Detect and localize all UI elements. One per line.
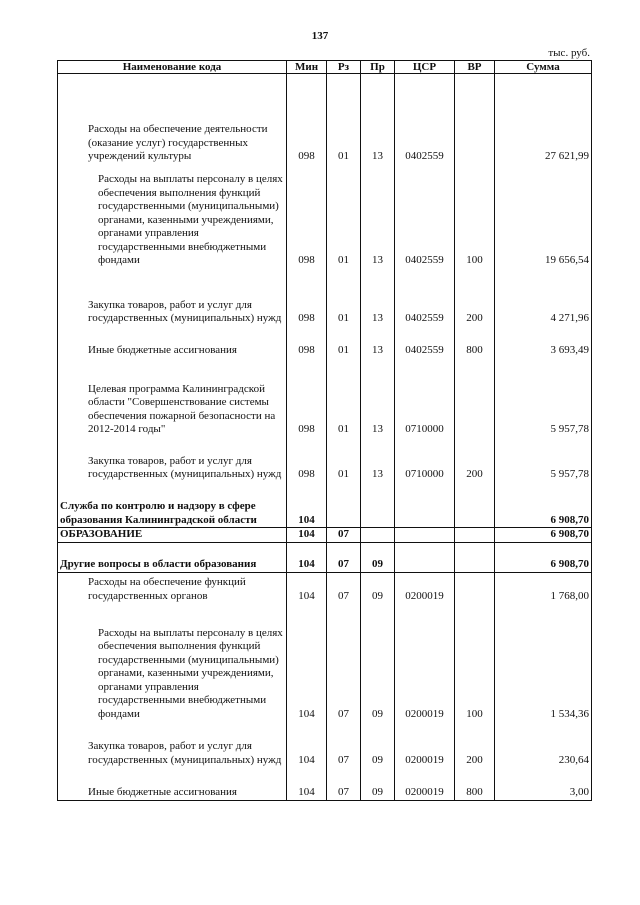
row-name: ОБРАЗОВАНИЕ [58, 528, 287, 543]
row-min: 104 [287, 482, 327, 528]
table-row [58, 528, 592, 543]
row-min: 098 [287, 358, 327, 437]
row-name: Расходы на обеспечение деятельности (оказание услуг) государственных учреждений культуры [58, 74, 287, 164]
page-number: 137 [311, 30, 329, 42]
row-sum: 27 621,99 [495, 74, 592, 164]
table-row [58, 542, 592, 572]
row-name: Иные бюджетные ассигнования [58, 326, 287, 358]
table-row [58, 437, 592, 482]
header-name: Наименование кода [58, 61, 287, 74]
header-sum: Сумма [495, 61, 592, 74]
row-vr [455, 482, 495, 528]
row-name: Иные бюджетные ассигнования [58, 767, 287, 800]
table-row [58, 721, 592, 767]
row-vr [455, 572, 495, 603]
row-pr: 09 [361, 603, 395, 721]
row-sum: 4 271,96 [495, 268, 592, 326]
row-pr: 09 [361, 721, 395, 767]
row-vr [455, 542, 495, 572]
row-sum: 3,00 [495, 767, 592, 800]
row-vr: 200 [455, 721, 495, 767]
row-min: 104 [287, 528, 327, 543]
row-rz: 01 [327, 74, 361, 164]
row-name: Закупка товаров, работ и услуг для государственных (муниципальных) нужд [58, 268, 287, 326]
row-min: 104 [287, 721, 327, 767]
header-vr: ВР [455, 61, 495, 74]
row-min: 098 [287, 74, 327, 164]
header-min: Мин [287, 61, 327, 74]
row-rz: 07 [327, 721, 361, 767]
table-row [58, 326, 592, 358]
row-name: Расходы на обеспечение функций государственных органов [58, 572, 287, 603]
budget-table [57, 60, 592, 801]
row-csr [395, 482, 455, 528]
row-sum: 5 957,78 [495, 437, 592, 482]
table-row [58, 767, 592, 800]
table-row [58, 482, 592, 528]
row-pr: 09 [361, 767, 395, 800]
row-sum: 230,64 [495, 721, 592, 767]
row-min: 098 [287, 437, 327, 482]
row-vr: 200 [455, 268, 495, 326]
table-row [58, 268, 592, 326]
row-rz: 01 [327, 326, 361, 358]
table-row [58, 164, 592, 268]
row-sum: 6 908,70 [495, 528, 592, 543]
row-csr [395, 542, 455, 572]
row-csr: 0710000 [395, 437, 455, 482]
row-csr: 0402559 [395, 164, 455, 268]
row-csr: 0200019 [395, 572, 455, 603]
row-pr [361, 528, 395, 543]
row-min: 104 [287, 542, 327, 572]
row-vr: 800 [455, 326, 495, 358]
row-sum: 6 908,70 [495, 482, 592, 528]
row-sum: 19 656,54 [495, 164, 592, 268]
row-pr: 13 [361, 74, 395, 164]
header-rz: Рз [327, 61, 361, 74]
row-vr [455, 358, 495, 437]
row-min: 104 [287, 572, 327, 603]
row-rz: 07 [327, 572, 361, 603]
table-row [58, 603, 592, 721]
row-pr: 13 [361, 437, 395, 482]
row-csr: 0200019 [395, 767, 455, 800]
row-name: Расходы на выплаты персоналу в целях обеспечения выполнения функций государственными (муниципальными) органами, казенными учреждениями, органами управления государственными внебюджетными фондами [58, 603, 287, 721]
row-pr: 09 [361, 572, 395, 603]
row-pr: 13 [361, 268, 395, 326]
table-row [58, 358, 592, 437]
row-sum: 3 693,49 [495, 326, 592, 358]
table-header-row [58, 61, 592, 74]
row-min: 104 [287, 603, 327, 721]
row-vr: 100 [455, 603, 495, 721]
row-rz [327, 482, 361, 528]
row-csr: 0200019 [395, 721, 455, 767]
row-name: Целевая программа Калининградской области "Совершенствование системы обеспечения пожарной безопасности на 2012-2014 годы" [58, 358, 287, 437]
row-min: 098 [287, 268, 327, 326]
row-csr [395, 528, 455, 543]
row-sum: 1 768,00 [495, 572, 592, 603]
row-rz: 01 [327, 358, 361, 437]
row-rz: 01 [327, 437, 361, 482]
table-row [58, 572, 592, 603]
row-csr: 0402559 [395, 74, 455, 164]
row-vr: 800 [455, 767, 495, 800]
row-vr: 200 [455, 437, 495, 482]
row-vr [455, 528, 495, 543]
row-rz: 01 [327, 268, 361, 326]
row-pr: 13 [361, 326, 395, 358]
row-pr: 09 [361, 542, 395, 572]
units-label: тыс. руб. [548, 47, 590, 59]
row-pr: 13 [361, 358, 395, 437]
row-min: 104 [287, 767, 327, 800]
row-sum: 5 957,78 [495, 358, 592, 437]
row-min: 098 [287, 164, 327, 268]
row-name: Закупка товаров, работ и услуг для государственных (муниципальных) нужд [58, 437, 287, 482]
row-name: Другие вопросы в области образования [58, 542, 287, 572]
row-min: 098 [287, 326, 327, 358]
header-csr: ЦСР [395, 61, 455, 74]
row-rz: 07 [327, 767, 361, 800]
row-vr [455, 74, 495, 164]
header-pr: Пр [361, 61, 395, 74]
row-pr [361, 482, 395, 528]
row-vr: 100 [455, 164, 495, 268]
row-pr: 13 [361, 164, 395, 268]
row-csr: 0710000 [395, 358, 455, 437]
row-sum: 1 534,36 [495, 603, 592, 721]
row-rz: 01 [327, 164, 361, 268]
row-csr: 0200019 [395, 603, 455, 721]
table-body [58, 74, 592, 801]
row-rz: 07 [327, 603, 361, 721]
row-name: Расходы на выплаты персоналу в целях обеспечения выполнения функций государственными (муниципальными) органами, казенными учреждениями, органами управления государственными внебюджетными фондами [58, 164, 287, 268]
row-csr: 0402559 [395, 326, 455, 358]
row-rz: 07 [327, 528, 361, 543]
row-rz: 07 [327, 542, 361, 572]
table-row [58, 74, 592, 164]
row-sum: 6 908,70 [495, 542, 592, 572]
row-name: Служба по контролю и надзору в сфере образования Калининградской области [58, 482, 287, 528]
row-csr: 0402559 [395, 268, 455, 326]
row-name: Закупка товаров, работ и услуг для государственных (муниципальных) нужд [58, 721, 287, 767]
